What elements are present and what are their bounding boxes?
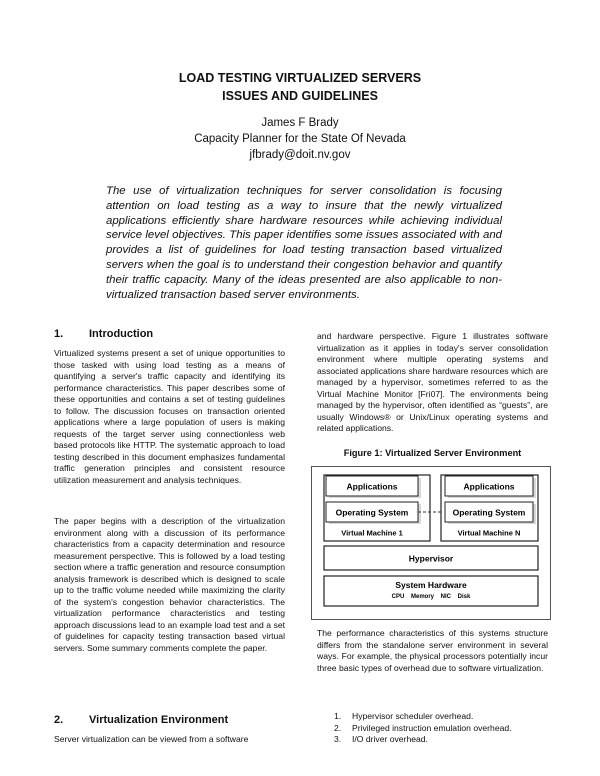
list-text: Hypervisor scheduler overhead. [352, 711, 474, 721]
section-title: Virtualization Environment [89, 714, 229, 726]
author-name: James F Brady [261, 117, 339, 129]
paragraph: and hardware perspective. Figure 1 illustrates software virtualization as it applies in today's server consolidation environment where multiple operating systems and associated applications share hardware resources which are managed by a hypervisor, sometimes referred to as the Virtual Machine Monitor [Fri07]. The environments being managed by the hypervisor, often identified as “guests”, are usually Windows® or Unix/Linux operating systems and related applications. [317, 331, 548, 433]
vm1-applications-label: Applications [346, 481, 398, 492]
paper-title-line-2: ISSUES AND GUIDELINES [222, 89, 378, 103]
vmn-applications-label: Applications [463, 481, 515, 492]
system-hardware-label: System Hardware [395, 580, 467, 590]
author-affiliation: Capacity Planner for the State Of Nevada [194, 133, 406, 145]
intro-paragraph-2 [54, 516, 285, 654]
section-heading-virtualization [54, 713, 228, 727]
section-title: Introduction [89, 328, 154, 340]
vmn-label: Virtual Machine N [457, 528, 521, 538]
list-item [334, 734, 512, 746]
vm1-label: Virtual Machine 1 [341, 528, 403, 538]
paper-title-line-1: LOAD TESTING VIRTUALIZED SERVERS [178, 71, 422, 85]
section-number: 2. [54, 714, 64, 726]
list-number: 3. [334, 734, 342, 744]
virtualization-paragraph-2 [317, 628, 548, 674]
paragraph: Server virtualization can be viewed from a software [54, 734, 249, 744]
list-number: 1. [334, 711, 342, 721]
overhead-list [334, 711, 512, 746]
list-number: 2. [334, 722, 342, 733]
section-number: 1. [54, 328, 64, 340]
paragraph: The performance characteristics of this systems structure differs from the standalone server environment in several ways. For example, the physical processors potentially incur three basic types of overhead due to software virtualization. [317, 628, 548, 673]
virtualization-paragraph-start [54, 734, 285, 746]
paragraph: The paper begins with a description of the virtualization environment along with a discussion of its performance characteristics from a capacity determination and resource measurement perspective. This is followed by a load testing section where a traffic generation and resource consumption analysis framework is described which is designed to scale up to the traffic volume needed while maximizing the clarity of the system's congestion behavior characteristics. The virtualization performance characteristics and testing approach discussions lead to an example load test and a set of guidelines for capacity testing transaction based virtual servers. Some summary comments complete the paper. [54, 516, 285, 653]
virtualized-server-diagram [311, 466, 551, 620]
list-text: I/O driver overhead. [352, 734, 428, 744]
virtualization-paragraph-1 [317, 331, 548, 435]
list-text: Privileged instruction emulation overhead. [352, 722, 512, 733]
intro-paragraph-1 [54, 348, 285, 486]
abstract: The use of virtualization techniques for server consolidation is focusing attention on load testing as a way to insure that the newly virtualized applications efficiently share hardware resources while achieving individual service level objectives. This paper identifies some issues associated with and provides a list of guidelines for load testing transaction based virtualized servers when the goal is to understand their congestion behavior and quantify their traffic capacity. Many of the ideas presented are also applicable to non-virtualized transaction based server environments. [106, 185, 502, 301]
author-email: jfbrady@doit.nv.gov [249, 149, 351, 161]
vm1-operating-system-label: Operating System [335, 507, 409, 518]
section-heading-introduction [54, 327, 153, 341]
list-item [334, 711, 512, 723]
hypervisor-label: Hypervisor [408, 553, 454, 564]
list-item [334, 723, 512, 735]
paragraph: Virtualized systems present a set of unique opportunities to those tasked with using load testing as a means of quantifying a server's traffic capacity and identifying its performance characteristics. This paper describes some of these opportunities and contains a set of testing guidelines to follow. The discussion focuses on transaction oriented applications where a large population of users is making requests of the target server using connectionless web based protocols like HTTP. The systematic approach to load testing described in this document emphasizes fundamental traffic generation principles and consistent resource utilization measurement and analysis techniques. [54, 348, 285, 485]
figure-caption: Figure 1: Virtualized Server Environment [343, 448, 522, 458]
hardware-components-label: CPU Memory NIC Disk [391, 594, 471, 600]
vmn-operating-system-label: Operating System [452, 507, 526, 518]
